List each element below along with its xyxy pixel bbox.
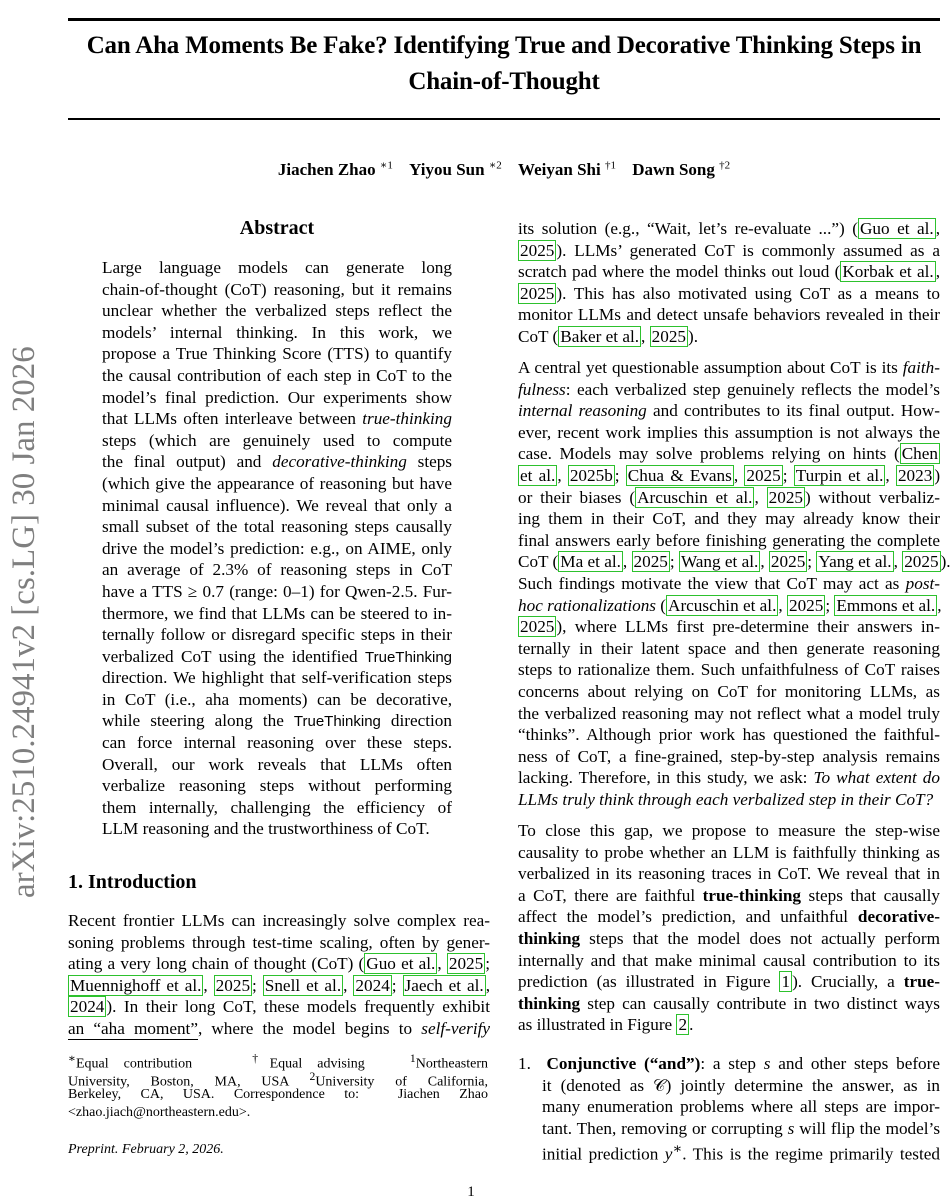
abstract-heading: Abstract (239, 217, 315, 239)
text-line: ternally follow or disregard specific steps in their (102, 625, 452, 645)
right-column-paragraph-1 (518, 218, 940, 348)
text-line: internally and that make minimal causal contribution to its (518, 950, 940, 970)
text-line: models’ internal thinking. In this work, we (102, 322, 452, 342)
text-line: Overall, our work reveals that LLMs often (102, 754, 452, 774)
arxiv-watermark: arXiv:2510.24941v2 [cs.LG] 30 Jan 2026 (6, 346, 42, 898)
footnote (68, 1050, 488, 1122)
right-column-paragraph-2 (518, 357, 951, 810)
text-line: Recent frontier LLMs can increasingly solve complex rea- (68, 911, 490, 930)
text-line: the verbalized reasoning may not reflect what a model truly (518, 703, 940, 723)
text-line: CoT ( Baker et al. , 2025 ). (518, 326, 699, 346)
text-line: 2025 ). This has also motivated using CoT as a means to (520, 283, 940, 303)
text-line: a CoT, there are faithful true-thinking steps that causally (518, 885, 940, 905)
text-line: 2024 ). In their long CoT, these models frequently exhibit (70, 997, 490, 1017)
text-line: internal reasoning and contributes to its final output. How- (518, 401, 940, 421)
text-line: fulness: each verbalized step genuinely reflects the model’s (518, 379, 940, 399)
right-column-paragraph-3 (518, 820, 940, 1036)
text-line: small subset of the total reasoning steps causally (102, 517, 452, 537)
text-line: hoc rationalizations ( Arcuschin et al. , 2025 ; Emmons et al. , (518, 595, 942, 615)
text-line: an average of 2.3% of reasoning steps in CoT (102, 560, 452, 580)
text-line: University, Boston, MA, USA $^2$University of California, (68, 1070, 488, 1090)
text-line: LLM reasoning and the trustworthiness of CoT. (102, 819, 430, 839)
text-line: ing them in their CoT, and they may already know their (518, 509, 940, 529)
text-line: Such findings motivate the view that CoT may act as post- (518, 573, 940, 593)
text-line: drive the model’s prediction: e.g., on AIME, only (102, 538, 452, 558)
text-line: them internally, challenging the efficiency of (102, 797, 452, 817)
title-line-1: Can Aha Moments Be Fake? Identifying True and Decorative Thinking Steps in (86, 32, 922, 59)
text-line: have a TTS ≥ 0.7 (range: 0–1) for Qwen-2.5. Fur- (102, 581, 452, 601)
text-line: causality to probe whether an LLM is faithfully thinking as (518, 842, 940, 862)
text-line: the causal contribution of each step in CoT to the (102, 365, 452, 385)
text-line: soning problems through test-time scaling, often by gener- (68, 932, 490, 952)
text-line: verbalized CoT using the identified TrueThinking (102, 646, 452, 666)
text-line: it (denoted as 𝒞) jointly determine the answer, as in (542, 1075, 940, 1095)
text-line: steps (which are genuinely used to compute (102, 430, 452, 450)
introduction-body (68, 910, 490, 1040)
title-top-rule (68, 18, 940, 21)
author-affiliation-mark: ∗1 (379, 159, 393, 171)
title-line-2: Chain-of-Thought (408, 68, 600, 95)
text-line: or their biases ( Arcuschin et al. , 2025 ) without verbaliz- (518, 487, 940, 507)
text-line: LLMs truly think through each verbalized step in their CoT? (518, 789, 934, 809)
abstract-body (102, 257, 452, 840)
author-affiliation-mark: ∗2 (488, 159, 502, 171)
contribution-list-item-1 (518, 1053, 941, 1165)
text-line: initial prediction y∗. This is the regime primarily tested (542, 1141, 940, 1165)
text-line: 2025 ), where LLMs first pre-determine their answers in- (520, 617, 940, 637)
preprint-note: Preprint. February 2, 2026. (68, 1142, 224, 1157)
introduction-heading: 1. Introduction (68, 871, 197, 893)
author-affiliation-mark: †1 (604, 159, 616, 171)
text-line: the final output) and decorative-thinking steps (102, 452, 452, 472)
text-line: thinking steps that the model does not actually perform (518, 928, 940, 948)
text-line: Muennighoff et al. , 2025 ; Snell et al. , 2024 ; Jaech et al. , (70, 975, 491, 995)
text-line: verbalize reasoning steps without performing (102, 776, 452, 796)
text-line: CoT ( Ma et al. , 2025 ; Wang et al. , 2025 ; Yang et al. , 2025 ). (518, 552, 951, 572)
author-list (60, 152, 948, 183)
text-line: propose a True Thinking Score (TTS) to quantify (102, 344, 452, 364)
text-line: case. Models may solve problems relying on hints ( Chen (518, 444, 938, 464)
paper-title (60, 28, 948, 100)
text-line: minimal causal influence). We reveal that only a (102, 495, 452, 515)
author-affiliation-mark: †2 (719, 159, 731, 171)
text-line: tant. Then, removing or corrupting s will flip the model’s (542, 1118, 941, 1138)
text-line: model’s final prediction. Our experiments show (102, 387, 452, 407)
text-line: verbalized in its reasoning traces in CoT. We reveal that in (518, 864, 940, 884)
text-line: ness of CoT, a fine-grained, step-by-step analysis remains (518, 746, 940, 766)
text-line: Berkeley, CA, USA. Correspondence to: Jiachen Zhao (68, 1087, 488, 1102)
text-line: final answers early before finishing generating the complete (518, 530, 940, 550)
text-line: chain-of-thought (CoT) reasoning, but it remains (102, 279, 452, 299)
author: Dawn Song $^{\dagger 2}$ (632, 159, 731, 179)
text-line: 1. Conjunctive (“and”): a step s and other steps before (518, 1054, 941, 1073)
text-line: steps to rationalize them. Such unfaithfulness of CoT raises (518, 660, 940, 680)
text-line: et al. , 2025b ; Chua & Evans , 2025 ; Turpin et al. , 2023 ) (520, 465, 941, 485)
text-line: in CoT (i.e., aha moments) can be decorative, (102, 689, 452, 709)
text-line: affect the model’s prediction, and unfaithful decorative- (518, 907, 940, 927)
text-line: To close this gap, we propose to measure the step-wise (518, 821, 940, 840)
text-line: prediction (as illustrated in Figure 1 ). Crucially, a true- (518, 972, 940, 992)
text-line: that LLMs often interleave between true-thinking (102, 409, 452, 429)
title-bottom-rule (68, 118, 940, 120)
text-line: scratch pad where the model thinks out loud ( Korbak et al. , (518, 262, 940, 282)
text-line: ever, recent work implies this assumption is not always the (518, 422, 940, 442)
text-line: <zhao.jiach@northeastern.edu>. (68, 1105, 251, 1120)
text-line: can force internal reasoning over these steps. (102, 733, 452, 753)
text-line: while steering along the TrueThinking direction (102, 711, 452, 731)
author: Weiyan Shi $^{\dagger 1}$ (518, 159, 616, 179)
footnote-rule (68, 1039, 198, 1040)
page-number: 1 (467, 1184, 475, 1200)
text-line: an “aha moment”, where the model begins to self-verify (68, 1018, 490, 1038)
text-line: ternally in their latent space and then generate reasoning (518, 638, 940, 658)
text-line: many enumeration problems where all steps are impor- (542, 1097, 940, 1117)
text-line: its solution (e.g., “Wait, let’s re-evaluate ...”) ( Guo et al. , (518, 219, 940, 238)
text-line: as illustrated in Figure 2 . (518, 1015, 694, 1035)
text-line: lacking. Therefore, in this study, we ask: To what extent do (518, 768, 940, 788)
text-line: 2025 ). LLMs’ generated CoT is commonly assumed as a (520, 240, 940, 260)
text-line: monitor LLMs and detect unsafe behaviors revealed in their (518, 305, 940, 325)
text-line: direction. We highlight that self-verification steps (102, 668, 452, 688)
text-line: (which give the appearance of reasoning but have (102, 473, 452, 493)
text-line: unclear whether the verbalized steps reflect the (102, 301, 452, 321)
text-line: thinking step can causally contribute in two distinct ways (518, 993, 940, 1013)
author: Jiachen Zhao $^{∗1}$ (277, 159, 393, 179)
text-line: ating a very long chain of thought (CoT) ( Guo et al. , 2025 ; (68, 954, 490, 974)
text-line: ∗Equal contribution †Equal advising $^1$Northeastern (68, 1052, 489, 1072)
text-line: concerns about relying on CoT for monitoring LLMs, as (518, 681, 940, 701)
text-line: Large language models can generate long (102, 258, 452, 277)
text-line: A central yet questionable assumption about CoT is its faith- (518, 358, 940, 377)
text-line: “thinks”. Although prior work has questioned the faithful- (518, 725, 940, 745)
text-line: thermore, we find that LLMs can be steered to in- (102, 603, 452, 623)
author: Yiyou Sun $^{∗2}$ (409, 159, 502, 179)
